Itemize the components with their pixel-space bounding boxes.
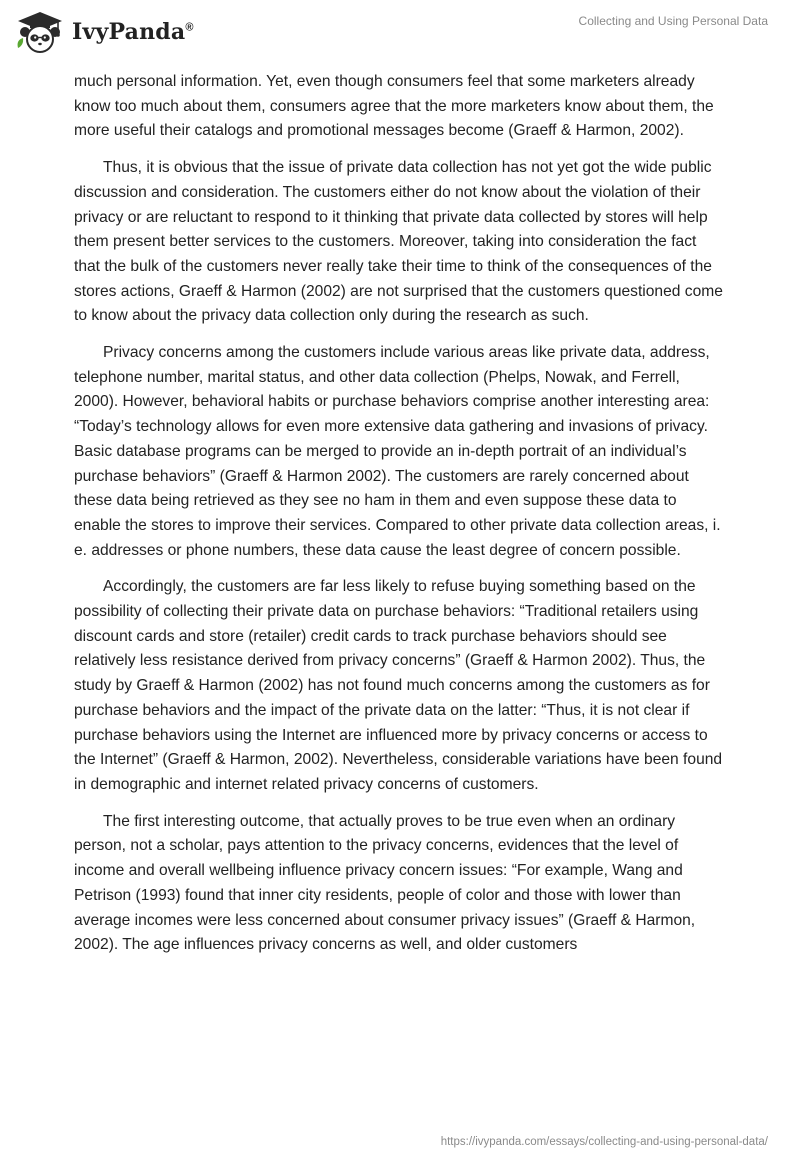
logo-text: IvyPanda xyxy=(72,19,186,45)
paragraph-1: much personal information. Yet, even though consumers feel that some marketers already know too much about them, consumers agree that the more marketers know about them, the more useful their catalogs and promotional messages become (Graeff & Harmon, 2002). xyxy=(74,73,714,140)
paragraph-4: Accordingly, the customers are far less likely to refuse buying something based on the possibility of collecting their private data on purchase behaviors: “Traditional retailers using discount cards and store (retailer) credit cards to track purchase behaviors should see relatively less resistance derived from privacy concerns” (Graeff & Harmon 2002). Thus, the study by Graeff & Harmon (2002) has not found much concerns among the customers as for purchase behaviors and the impact of the private data on the latter: “Thus, it is not clear if purchase behaviors using the Internet are influenced more by privacy concerns or access to the Internet” (Graeff & Harmon, 2002). Nevertheless, considerable variations have been found in demographic and internet related privacy concerns of customers. xyxy=(74,578,723,793)
document-title: Collecting and Using Personal Data xyxy=(578,14,768,28)
ivypanda-logo[interactable] xyxy=(14,10,194,54)
paragraph-3: Privacy concerns among the customers include various areas like private data, address, telephone number, marital status, and other data collection (Phelps, Nowak, and Ferrell, 2000). However, behavioral habits or purchase behaviors comprise another interesting area: “Today’s technology allows for even more extensive data gathering and invasions of privacy. Basic database programs can be merged to provide an in-depth portrait of an individual’s purchase behaviors” (Graeff & Harmon 2002). The customers are rarely concerned about these data being retrieved as they see no ham in them and even suppose these data to enable the stores to improve their services. Compared to other private data collection areas, i. e. addresses or phone numbers, these data cause the least degree of concern possible. xyxy=(74,344,721,559)
paragraph-2: Thus, it is obvious that the issue of private data collection has not yet got the wide public discussion and consideration. The customers either do not know about the violation of their privacy or are reluctant to respond to it thinking that private data collected by stores will help them present better services to the customers. Moreover, taking into consideration the fact that the bulk of the customers never really take their time to think of the consequences of the stores actions, Graeff & Harmon (2002) are not surprised that the customers questioned come to know about the privacy data collection only during the research as such. xyxy=(74,159,723,325)
logo-wordmark xyxy=(72,19,194,45)
paragraph-5: The first interesting outcome, that actually proves to be true even when an ordinary person, not a scholar, pays attention to the privacy concerns, evidences that the level of income and overall wellbeing influence privacy concern issues: “For example, Wang and Petrison (1993) found that inner city residents, people of color and those with lower than average incomes were less concerned about consumer privacy issues” (Graeff & Harmon, 2002). The age influences privacy concerns as well, and older customers xyxy=(74,812,696,954)
source-url-link[interactable]: https://ivypanda.com/essays/collecting-and-using-personal-data/ xyxy=(440,1136,768,1148)
page-header xyxy=(0,0,800,70)
registered-mark: ® xyxy=(185,21,194,34)
panda-mascot-icon xyxy=(14,10,66,54)
essay-body xyxy=(74,70,726,970)
